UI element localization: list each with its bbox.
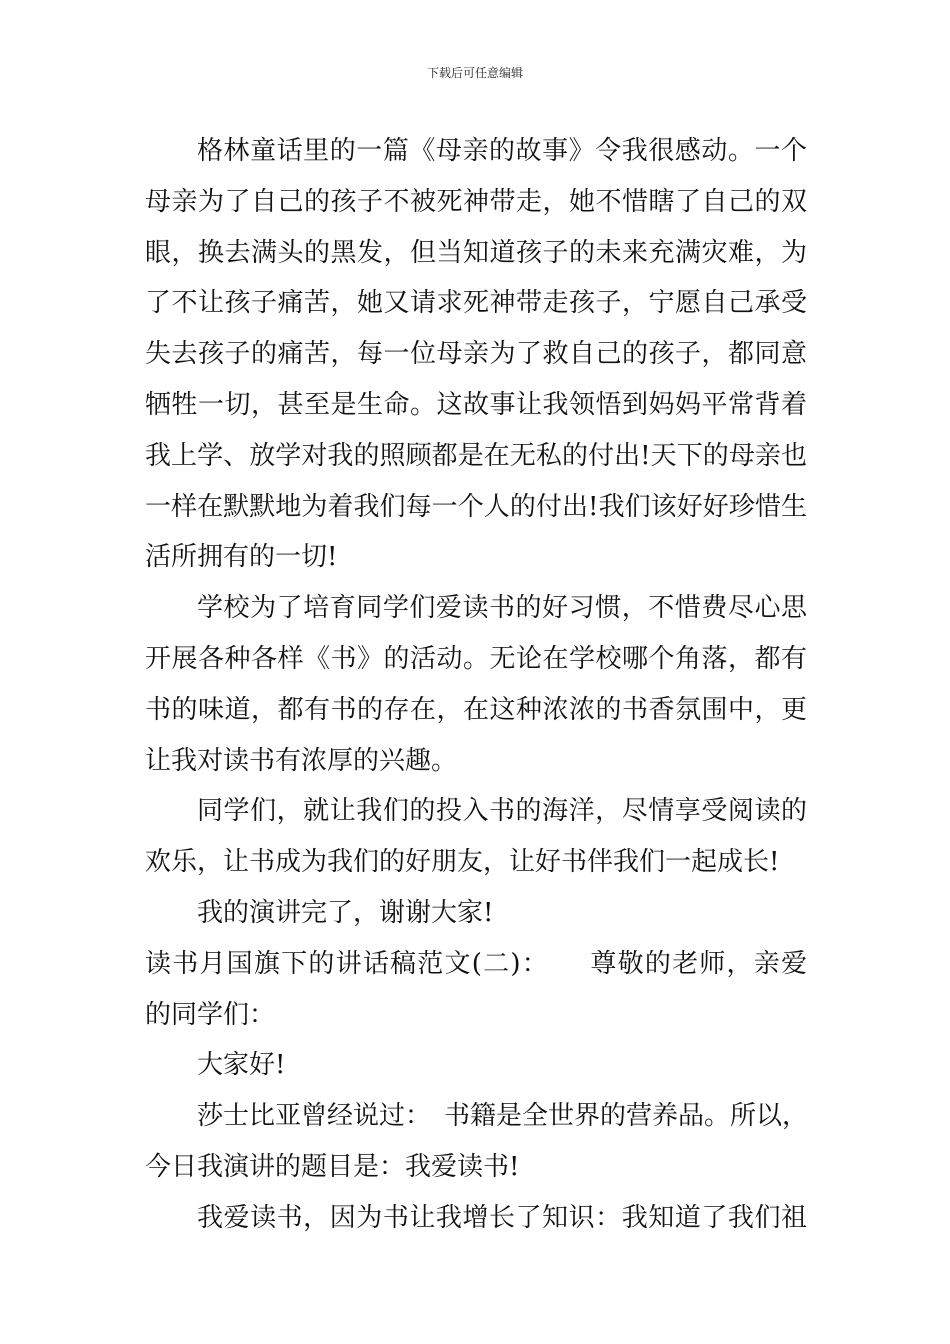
text-line: 今日我演讲的题目是：我爱读书! [145,1151,520,1182]
text-line: 了不让孩子痛苦，她又请求死神带走孩子，宁愿自己承受 [145,288,807,319]
body-text [145,126,807,1244]
text-line: 的同学们： [145,999,276,1030]
text-line: 读书月国旗下的讲话稿范文(二)： 尊敬的老师，亲爱 [145,948,807,979]
text-line: 莎士比亚曾经说过： 书籍是全世界的营养品。所以， [197,1101,809,1132]
text-line: 大家好! [197,1050,286,1081]
text-line: 眼，换去满头的黑发，但当知道孩子的未来充满灾难，为 [145,237,807,268]
text-line: 欢乐，让书成为我们的好朋友，让好书伴我们一起成长! [145,847,780,878]
text-line: 让我对读书有浓厚的兴趣。 [145,745,458,776]
text-line: 母亲为了自己的孩子不被死神带走，她不惜瞎了自己的双 [145,186,807,217]
text-line: 学校为了培育同学们爱读书的好习惯，不惜费尽心思 [197,593,807,624]
text-line: 一样在默默地为着我们每一个人的付出!我们该好好珍惜生 [145,491,807,522]
text-line: 同学们，就让我们的投入书的海洋，尽情享受阅读的 [197,796,807,827]
text-line: 活所拥有的一切! [145,542,338,573]
text-line: 格林童话里的一篇《母亲的故事》令我很感动。一个 [197,136,807,166]
header-note: 下载后可任意编辑 [426,66,523,80]
text-line: 开展各种各样《书》的活动。无论在学校哪个角落，都有 [145,643,807,674]
text-line: 我上学、放学对我的照顾都是在无私的付出!天下的母亲也 [145,440,807,471]
text-line: 我爱读书，因为书让我增长了知识：我知道了我们祖 [197,1202,807,1233]
text-line: 我的演讲完了，谢谢大家! [197,897,494,928]
text-line: 书的味道，都有书的存在，在这种浓浓的书香氛围中，更 [145,694,807,725]
text-line: 牺牲一切，甚至是生命。这故事让我领悟到妈妈平常背着 [145,389,807,420]
text-line: 失去孩子的痛苦，每一位母亲为了救自己的孩子，都同意 [145,339,807,370]
